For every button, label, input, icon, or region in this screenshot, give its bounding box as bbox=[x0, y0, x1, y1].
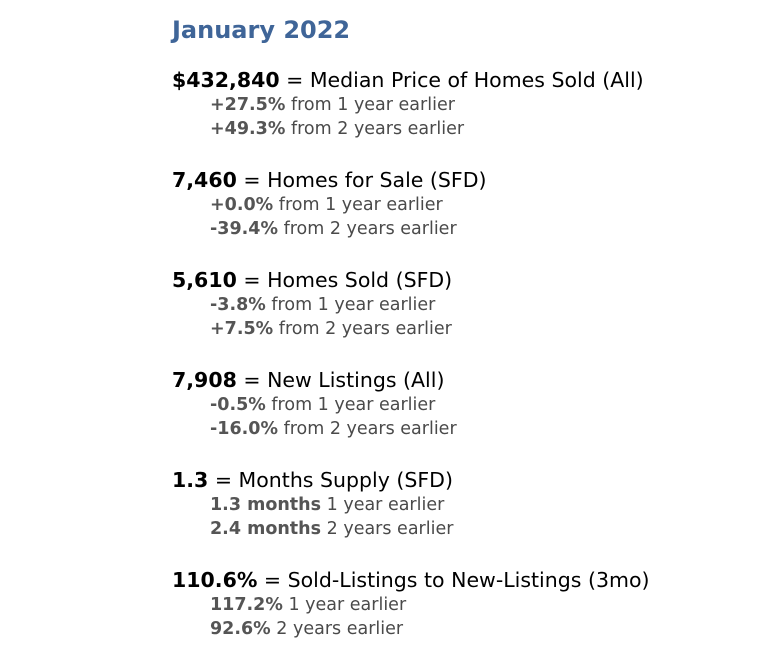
stat-sold-to-new-listings bbox=[172, 568, 762, 641]
stat-change: -0.5% bbox=[210, 395, 266, 415]
stat-comparison-2yr bbox=[172, 517, 762, 541]
stat-change-text: from 2 years earlier bbox=[278, 319, 452, 339]
stat-value: 1.3 bbox=[172, 468, 209, 492]
stat-comparison-1yr bbox=[172, 293, 762, 317]
stat-comparison-2yr bbox=[172, 617, 762, 641]
stat-value: 7,908 bbox=[172, 368, 237, 392]
stat-change-text: from 1 year earlier bbox=[290, 95, 455, 115]
stat-comparison-2yr bbox=[172, 117, 762, 141]
stat-months-supply bbox=[172, 468, 762, 541]
stat-change: +0.0% bbox=[210, 195, 274, 215]
stat-change: -16.0% bbox=[210, 419, 278, 439]
stat-change-text: from 2 years earlier bbox=[290, 119, 465, 139]
stat-comparison-1yr bbox=[172, 93, 762, 117]
stat-change: +49.3% bbox=[210, 119, 286, 139]
stat-change-text: from 1 year earlier bbox=[271, 295, 436, 315]
stat-change-text: from 2 years earlier bbox=[283, 219, 457, 239]
stat-value: $432,840 bbox=[172, 68, 280, 92]
stat-headline bbox=[172, 568, 762, 593]
stat-comparison-1yr bbox=[172, 393, 762, 417]
stat-comparison-1yr bbox=[172, 493, 762, 517]
stat-change: 2.4 months bbox=[210, 519, 322, 539]
stat-change: 1.3 months bbox=[210, 495, 322, 515]
stat-change-text: 2 years earlier bbox=[276, 619, 404, 639]
market-report bbox=[172, 14, 762, 668]
stat-comparison-1yr bbox=[172, 593, 762, 617]
stat-change-text: from 2 years earlier bbox=[283, 419, 457, 439]
stat-comparison-2yr bbox=[172, 417, 762, 441]
stat-value: 5,610 bbox=[172, 268, 237, 292]
stat-label: = Sold-Listings to New-Listings (3mo) bbox=[263, 568, 650, 592]
stat-change: 117.2% bbox=[210, 595, 283, 615]
stat-label: = Median Price of Homes Sold (All) bbox=[286, 68, 644, 92]
stat-headline bbox=[172, 68, 762, 93]
stat-comparison-2yr bbox=[172, 317, 762, 341]
stat-change-text: 1 year earlier bbox=[326, 495, 445, 515]
stat-comparison-2yr bbox=[172, 217, 762, 241]
stat-change-text: 1 year earlier bbox=[288, 595, 407, 615]
stat-change-text: 2 years earlier bbox=[326, 519, 454, 539]
stat-homes-sold bbox=[172, 268, 762, 341]
stat-headline bbox=[172, 268, 762, 293]
stat-change: -39.4% bbox=[210, 219, 278, 239]
stat-change-text: from 1 year earlier bbox=[278, 195, 443, 215]
stat-headline bbox=[172, 368, 762, 393]
stat-value: 7,460 bbox=[172, 168, 237, 192]
stat-comparison-1yr bbox=[172, 193, 762, 217]
stat-change: +27.5% bbox=[210, 95, 286, 115]
stat-headline bbox=[172, 468, 762, 493]
report-title: January 2022 bbox=[172, 16, 351, 44]
stat-new-listings bbox=[172, 368, 762, 441]
stat-label: = Homes for Sale (SFD) bbox=[243, 168, 487, 192]
stat-headline bbox=[172, 168, 762, 193]
stat-change: -3.8% bbox=[210, 295, 266, 315]
stat-median-price bbox=[172, 68, 762, 141]
stat-label: = Months Supply (SFD) bbox=[214, 468, 453, 492]
stat-label: = New Listings (All) bbox=[243, 368, 445, 392]
stat-change: +7.5% bbox=[210, 319, 274, 339]
stat-change-text: from 1 year earlier bbox=[271, 395, 436, 415]
stat-value: 110.6% bbox=[172, 568, 258, 592]
stat-homes-for-sale bbox=[172, 168, 762, 241]
stat-label: = Homes Sold (SFD) bbox=[243, 268, 453, 292]
stat-change: 92.6% bbox=[210, 619, 271, 639]
